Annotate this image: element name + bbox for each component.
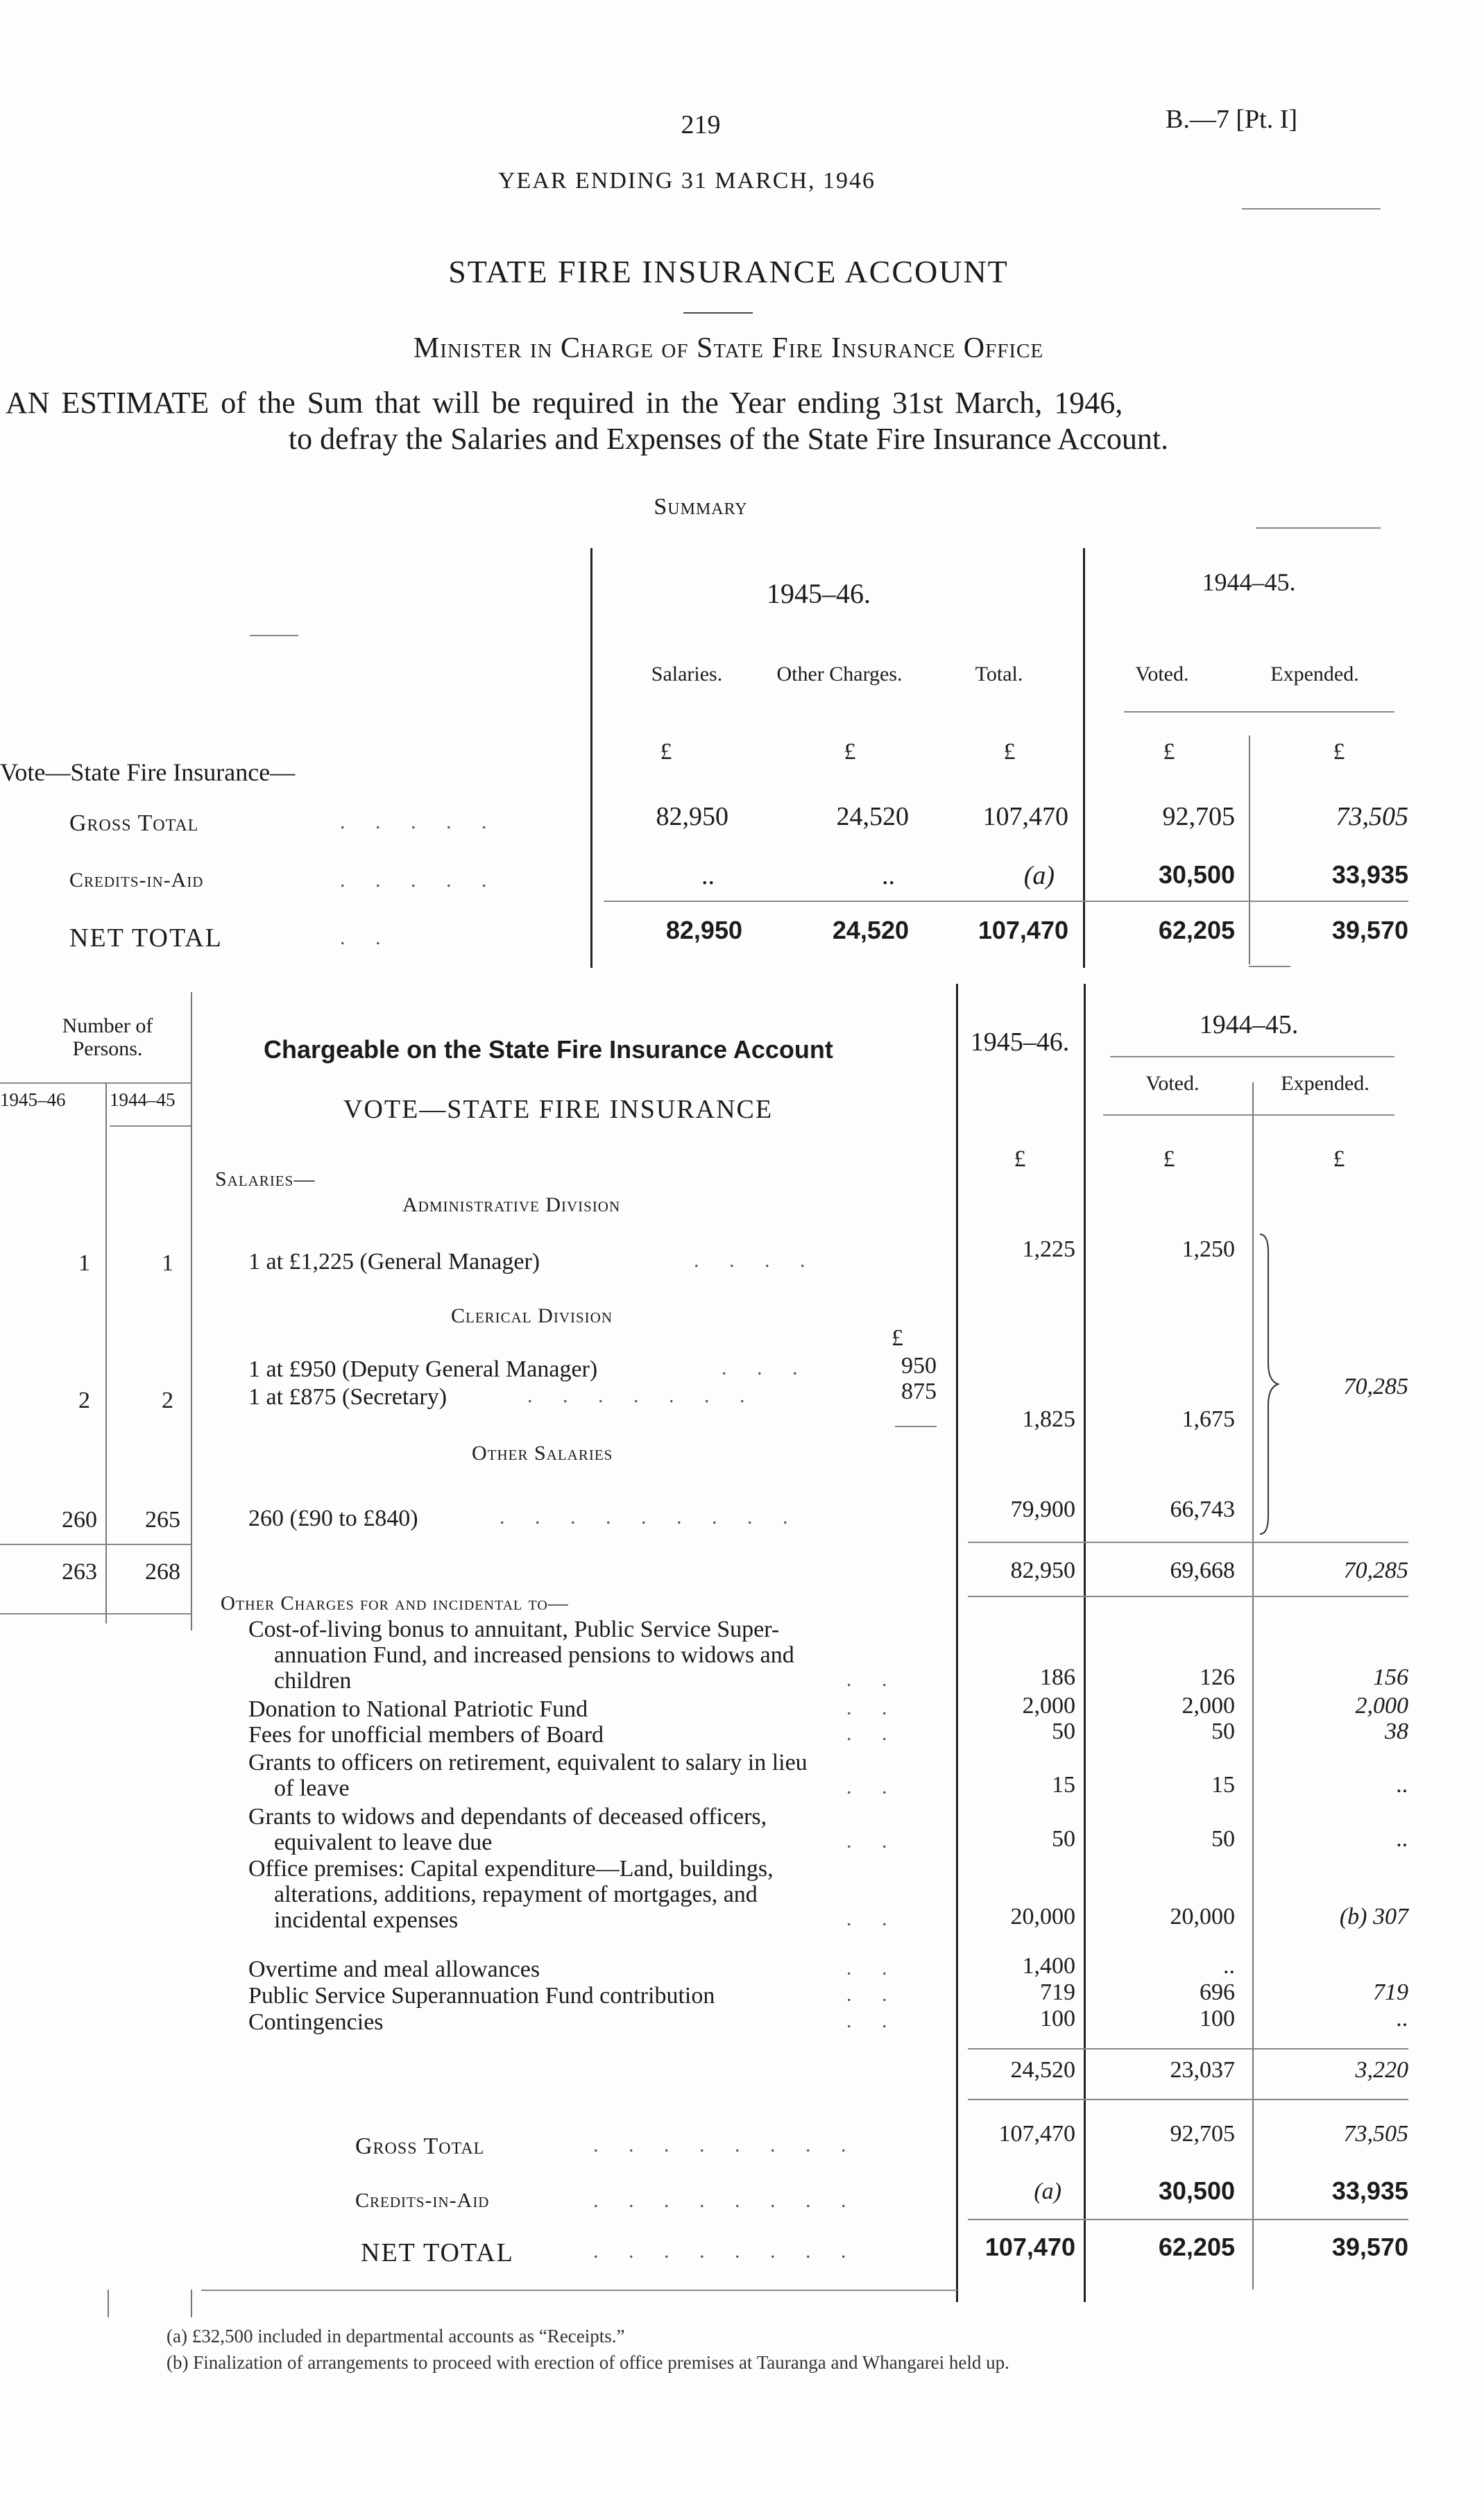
summary-header-rule [1124, 711, 1395, 713]
summary-col-salaries: Salaries. [651, 663, 723, 685]
summary-cell-total: 107,470 [978, 916, 1068, 944]
summary-cell-salaries: .. [701, 861, 715, 890]
persons-current: 2 [78, 1388, 90, 1413]
summary-row-label: Gross Total [69, 810, 199, 836]
header-rule [1242, 208, 1381, 210]
detail-cell-voted: 62,205 [1158, 2233, 1235, 2261]
summary-cell-total: (a) [1023, 861, 1055, 890]
detail-cell-expended: 70,285 [1343, 1558, 1408, 1583]
detail-cell-current: (a) [1034, 2179, 1061, 2204]
persons-divider-tail [108, 2290, 109, 2317]
detail-cell-current: 1,400 [1022, 1953, 1075, 1979]
detail-cell-expended: 73,505 [1343, 2121, 1408, 2147]
admin-division: Administrative Division [402, 1193, 621, 1216]
summary-cell-voted: 62,205 [1158, 916, 1235, 944]
salaries-total-rule [968, 1542, 1408, 1543]
detail-divider-current [956, 984, 958, 2302]
detail-cell-expended: 3,220 [1355, 2057, 1408, 2083]
other-charges-total-under-rule [968, 2099, 1408, 2100]
other-charge-label: equivalent to leave due [274, 1830, 493, 1855]
leader-dots: . . . . [694, 1249, 818, 1272]
detail-cell-current: 20,000 [1010, 1904, 1075, 1930]
detail-cell-voted: 126 [1200, 1664, 1235, 1690]
persons-current: 260 [62, 1507, 97, 1533]
detail-cell-expended: 39,570 [1331, 2233, 1408, 2261]
persons-divider [105, 1082, 107, 1624]
detail-cell-voted: 100 [1200, 2006, 1235, 2031]
detail-col-expended: Expended. [1281, 1072, 1370, 1095]
detail-cell-expended: 719 [1373, 1979, 1408, 2005]
other-charge-label: Donation to National Patriotic Fund [248, 1696, 588, 1722]
persons-current: 1 [78, 1250, 90, 1276]
summary-cell-expended: 39,570 [1331, 916, 1408, 944]
persons-right-border [191, 992, 192, 1630]
detail-cell-current: 186 [1040, 1664, 1075, 1690]
other-charge-label: Public Service Superannuation Fund contribution [248, 1983, 715, 2009]
pound-sign: £ [1163, 1146, 1175, 1172]
detail-cell-current: 79,900 [1010, 1497, 1075, 1522]
other-charges-heading: Other Charges for and incidental to— [221, 1592, 569, 1615]
detail-cell-voted: 66,743 [1170, 1497, 1235, 1522]
leader-dots: . . [846, 1775, 900, 1798]
estimate-line-2: to defray the Salaries and Expenses of the State Fire Insurance Account. [288, 422, 1169, 456]
detail-cell-current: 1,225 [1022, 1236, 1075, 1262]
detail-total-label: Gross Total [355, 2133, 485, 2159]
detail-cell-voted: 23,037 [1170, 2057, 1235, 2083]
other-charge-label: children [274, 1668, 352, 1694]
page-number: 219 [681, 110, 721, 139]
detail-cell-expended: 38 [1385, 1719, 1408, 1744]
detail-cell-voted: 2,000 [1182, 1693, 1235, 1719]
document-reference: B.—7 [Pt. I] [1166, 105, 1297, 134]
page-title: STATE FIRE INSURANCE ACCOUNT [448, 254, 1009, 289]
detail-cell-voted: 69,668 [1170, 1558, 1235, 1583]
chargeable-heading: Chargeable on the State Fire Insurance Account [264, 1035, 833, 1064]
leader-dots: . . [846, 2009, 900, 2032]
other-charge-label: Overtime and meal allowances [248, 1957, 540, 1982]
persons-current-total: 263 [62, 1559, 97, 1585]
persons-year-rule [110, 1125, 191, 1127]
detail-cell-voted: 1,675 [1182, 1406, 1235, 1432]
estimate-line-1: AN ESTIMATE of the Sum that will be required in the Year ending 31st March, 1946, [6, 386, 1123, 420]
leader-dots: . . [846, 1907, 900, 1930]
detail-divider-expended [1252, 1082, 1254, 2290]
footnote-b: (b) Finalization of arrangements to proceed with erection of office premises at Tauranga and Whangarei held up. [167, 2352, 1009, 2373]
detail-cell-current: 719 [1040, 1979, 1075, 2005]
detail-subtotal-rule [968, 2219, 1408, 2220]
clerical-row-label: 1 at £950 (Deputy General Manager) [248, 1356, 598, 1382]
salaries-expended-bracket: 70,285 [1343, 1374, 1408, 1399]
other-charge-label: Grants to officers on retirement, equivalent to salary in lieu [248, 1750, 808, 1775]
detail-bottom-rule [201, 2290, 957, 2291]
persons-year-prior: 1944–45 [110, 1089, 176, 1110]
leader-dots: . . . . . . . . [593, 2189, 859, 2212]
detail-cell-voted: 1,250 [1182, 1236, 1235, 1262]
vote-title: VOTE—STATE FIRE INSURANCE [343, 1095, 774, 1124]
detail-cell-voted: .. [1223, 1953, 1235, 1979]
detail-cell-current: 107,470 [984, 2233, 1075, 2261]
summary-expended-divider [1249, 735, 1250, 964]
leader-dots: . . . . . . . [527, 1384, 758, 1407]
summary-year-prior: 1944–45. [1202, 568, 1296, 596]
pound-sign: £ [1333, 1146, 1345, 1172]
persons-total-rule [0, 1544, 191, 1545]
summary-vote-label: Vote—State Fire Insurance— [0, 758, 296, 786]
other-charge-label: Fees for unofficial members of Board [248, 1722, 604, 1748]
other-charge-label: incidental expenses [274, 1907, 459, 1933]
pound-sign: £ [1003, 739, 1016, 765]
summary-row-label: Credits-in-Aid [69, 869, 204, 892]
detail-cell-current: 24,520 [1010, 2057, 1075, 2083]
summary-col-total: Total. [975, 663, 1023, 685]
persons-bottom-rule [0, 1613, 191, 1615]
summary-end-rule [1249, 966, 1290, 967]
leader-dots: . . [846, 1830, 900, 1852]
pound-sign: £ [660, 739, 672, 765]
detail-col-rule [1103, 1114, 1395, 1116]
other-charge-label: alterations, additions, repayment of mortgages, and [274, 1882, 758, 1907]
persons-right-border-tail [191, 2290, 192, 2317]
persons-prior-total: 268 [145, 1559, 180, 1585]
other-charge-label: annuation Fund, and increased pensions to widows and [274, 1642, 794, 1668]
summary-cell-voted: 30,500 [1158, 860, 1235, 889]
other-charge-label: of leave [274, 1775, 350, 1801]
detail-col-voted: Voted. [1145, 1072, 1200, 1095]
leader-dots: . . [846, 1668, 900, 1691]
clerical-inner-rule [895, 1426, 937, 1427]
summary-col-expended: Expended. [1270, 663, 1359, 685]
other-charges-total-rule [968, 2048, 1408, 2050]
detail-cell-voted: 92,705 [1170, 2121, 1235, 2147]
detail-cell-current: 100 [1040, 2006, 1075, 2031]
detail-cell-voted: 15 [1211, 1772, 1235, 1798]
summary-stub-rule [250, 635, 298, 636]
summary-top-rule [1256, 527, 1381, 529]
salaries-total-under-rule [968, 1596, 1408, 1597]
pound-sign: £ [1163, 739, 1175, 765]
summary-title: Summary [654, 494, 748, 520]
detail-cell-voted: 30,500 [1158, 2176, 1235, 2205]
persons-prior: 1 [162, 1250, 173, 1276]
leader-dots: . . . . . [340, 810, 500, 833]
detail-cell-voted: 50 [1211, 1719, 1235, 1744]
clerical-inner-amount: 875 [901, 1379, 937, 1404]
detail-total-label: NET TOTAL [361, 2238, 514, 2267]
clerical-division: Clerical Division [451, 1304, 613, 1327]
leader-dots: . . . . . [340, 869, 500, 892]
detail-total-label: Credits-in-Aid [355, 2189, 490, 2212]
salaries-heading: Salaries— [215, 1168, 316, 1191]
summary-cell-expended: 33,935 [1331, 860, 1408, 889]
leader-dots: . . . . . . . . . [500, 1506, 801, 1528]
other-salaries-row-label: 260 (£90 to £840) [248, 1506, 418, 1531]
pound-sign: £ [1014, 1146, 1026, 1172]
detail-cell-current: 50 [1052, 1826, 1075, 1852]
other-charge-label: Office premises: Capital expenditure—Land, buildings, [248, 1856, 774, 1882]
detail-cell-expended: 2,000 [1355, 1693, 1408, 1719]
other-salaries: Other Salaries [472, 1442, 613, 1465]
detail-cell-voted: 696 [1200, 1979, 1235, 2005]
detail-cell-expended: 33,935 [1331, 2176, 1408, 2205]
detail-cell-voted: 50 [1211, 1826, 1235, 1852]
leader-dots: . . [846, 1957, 900, 1979]
detail-year-prior: 1944–45. [1199, 1010, 1299, 1039]
summary-row-label: NET TOTAL [69, 923, 223, 953]
summary-divider-right [1083, 548, 1085, 968]
summary-year-current: 1945–46. [767, 578, 871, 609]
detail-year-current: 1945–46. [970, 1028, 1070, 1057]
detail-cell-current: 107,470 [998, 2121, 1075, 2147]
summary-cell-expended: 73,505 [1336, 802, 1408, 831]
detail-cell-expended: .. [1397, 2006, 1408, 2031]
year-line: YEAR ENDING 31 MARCH, 1946 [497, 168, 876, 194]
pound-sign: £ [844, 739, 856, 765]
detail-cell-voted: 20,000 [1170, 1904, 1235, 1930]
summary-cell-salaries: 82,950 [656, 802, 728, 831]
detail-cell-expended: (b) 307 [1339, 1904, 1408, 1930]
persons-header-rule [0, 1082, 191, 1084]
minister-line: Minister in Charge of State Fire Insurance Office [413, 332, 1044, 364]
persons-prior: 2 [162, 1388, 173, 1413]
summary-cell-salaries: 82,950 [665, 916, 742, 944]
clerical-inner-pound: £ [892, 1325, 903, 1351]
summary-cell-other: .. [882, 861, 895, 890]
leader-dots: . . [846, 1696, 900, 1719]
summary-col-voted: Voted. [1135, 663, 1189, 685]
summary-cell-total: 107,470 [982, 802, 1068, 831]
leader-dots: . . . . . . . . [593, 2133, 859, 2156]
leader-dots: . . [340, 926, 393, 949]
detail-cell-expended: .. [1397, 1826, 1408, 1852]
detail-cell-expended: 156 [1373, 1664, 1408, 1690]
leader-dots: . . [846, 1983, 900, 2006]
persons-year-current: 1945–46 [0, 1089, 66, 1110]
leader-dots: . . . . . . . . [593, 2240, 859, 2263]
detail-cell-current: 2,000 [1022, 1693, 1075, 1719]
detail-cell-current: 15 [1052, 1772, 1075, 1798]
detail-cell-current: 50 [1052, 1719, 1075, 1744]
persons-header: Number of Persons. [62, 1014, 153, 1060]
detail-cell-expended: .. [1397, 1772, 1408, 1798]
summary-cell-other: 24,520 [836, 802, 909, 831]
leader-dots: . . . [722, 1356, 810, 1379]
other-charge-label: Grants to widows and dependants of deceased officers, [248, 1804, 767, 1830]
footnote-a: (a) £32,500 included in departmental accounts as “Receipts.” [167, 2326, 625, 2346]
detail-cell-current: 1,825 [1022, 1406, 1075, 1432]
admin-row-label: 1 at £1,225 (General Manager) [248, 1249, 540, 1275]
leader-dots: . . [846, 1722, 900, 1745]
other-charge-label: Contingencies [248, 2009, 384, 2035]
summary-cell-other: 24,520 [832, 916, 909, 944]
summary-col-other: Other Charges. [776, 663, 903, 685]
clerical-inner-amount: 950 [901, 1353, 937, 1379]
pound-sign: £ [1333, 739, 1345, 765]
persons-prior: 265 [145, 1507, 180, 1533]
summary-divider-left [590, 548, 592, 968]
detail-divider-prior [1084, 984, 1086, 2302]
clerical-row-label: 1 at £875 (Secretary) [248, 1384, 447, 1410]
detail-cell-current: 82,950 [1010, 1558, 1075, 1583]
detail-prior-rule [1110, 1056, 1395, 1057]
other-charge-label: Cost-of-living bonus to annuitant, Public Service Super- [248, 1617, 780, 1642]
summary-subtotal-rule [604, 901, 1408, 902]
summary-cell-voted: 92,705 [1162, 802, 1235, 831]
title-rule [683, 312, 753, 314]
